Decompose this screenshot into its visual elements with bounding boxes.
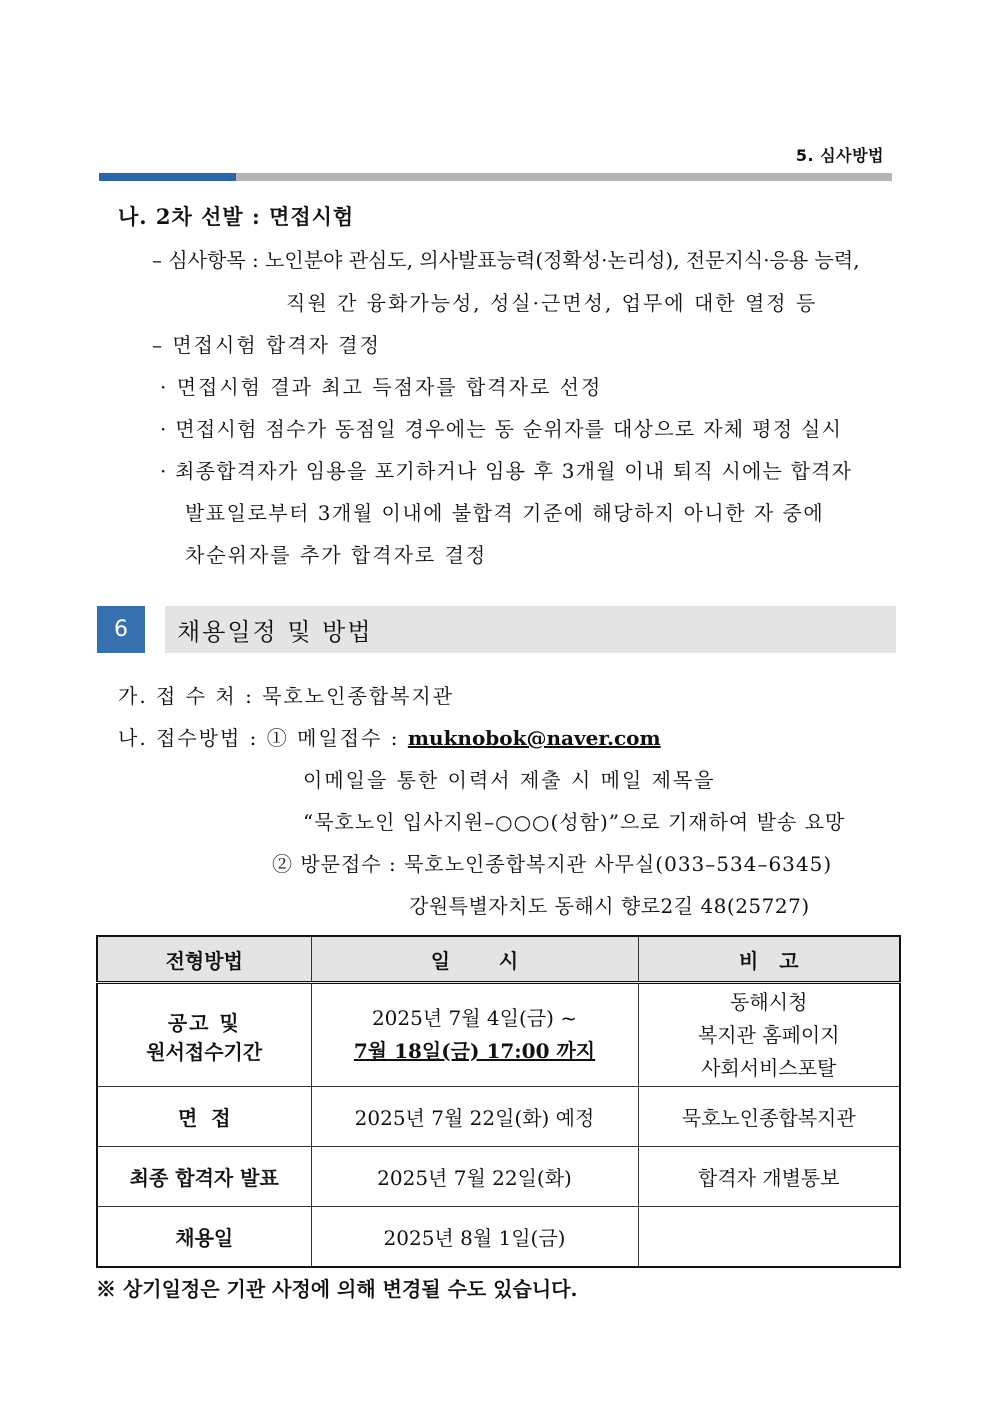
date-line: 2025년 7월 4일(금) ~ <box>371 1006 578 1030</box>
note-line: 복지관 홈페이지 <box>697 1022 840 1047</box>
row-step: 최종 합격자 발표 <box>97 1147 311 1207</box>
header-date: 일 시 <box>311 936 638 983</box>
row-note: 묵호노인종합복지관 <box>638 1087 900 1147</box>
table-row <box>97 983 900 1087</box>
row-step: 면 접 <box>97 1087 311 1147</box>
row-step <box>97 983 311 1087</box>
row-date <box>311 983 638 1087</box>
reception-method <box>118 722 661 751</box>
header-step: 전형방법 <box>97 936 311 983</box>
section-title-bar <box>165 606 896 653</box>
method-label: 나. 접수방법 : ① 메일접수 : <box>118 726 408 750</box>
row-note <box>638 1207 900 1267</box>
criteria-line: – 심사항목 : 노인분야 관심도, 의사발표능력(정확성·논리성), 전문지식·응용 능력, <box>152 248 860 272</box>
criteria-line-cont: 직원 간 융화가능성, 성실·근면성, 업무에 대한 열정 등 <box>286 291 818 315</box>
email-note-2: “묵호노인 입사지원–○○○(성함)”으로 기재하여 발송 요망 <box>303 810 846 834</box>
note-line: 동해시청 <box>730 989 808 1014</box>
header-note: 비 고 <box>638 936 900 983</box>
section-title: 채용일정 및 방법 <box>177 618 373 646</box>
decision-bullet-3: · 최종합격자가 임용을 포기하거나 임용 후 3개월 이내 퇴직 시에는 합격자 <box>160 459 853 483</box>
note-line: 사회서비스포탈 <box>701 1055 837 1080</box>
table-row <box>97 1087 900 1147</box>
header-rule-accent <box>99 173 236 181</box>
visit-reception: ② 방문접수 : 묵호노인종합복지관 사무실(033–534–6345) <box>272 852 833 876</box>
visit-address: 강원특별자치도 동해시 향로2길 48(25727) <box>409 894 810 918</box>
row-date: 2025년 7월 22일(화) 예정 <box>311 1087 638 1147</box>
email-link[interactable]: muknobok@naver.com <box>407 726 661 750</box>
row-note: 합격자 개별통보 <box>638 1147 900 1207</box>
section-number: 6 <box>97 606 145 653</box>
footnote: ※ 상기일정은 기관 사정에 의해 변경될 수도 있습니다. <box>96 1277 578 1301</box>
subheading-interview: 나. 2차 선발 : 면접시험 <box>118 204 355 229</box>
email-note-1: 이메일을 통한 이력서 제출 시 메일 제목을 <box>303 768 716 792</box>
decision-bullet-3-cont-1: 발표일로부터 3개월 이내에 불합격 기준에 해당하지 아니한 자 중에 <box>185 501 825 525</box>
schedule-table <box>96 935 901 1268</box>
decision-bullet-2: · 면접시험 점수가 동점일 경우에는 동 순위자를 대상으로 자체 평정 실시 <box>160 417 843 441</box>
step-line: 원서접수기간 <box>146 1039 263 1064</box>
table-row <box>97 1147 900 1207</box>
decision-bullet-3-cont-2: 차순위자를 추가 합격자로 결정 <box>185 543 488 567</box>
row-step: 채용일 <box>97 1207 311 1267</box>
reception-place: 가. 접 수 처 : 묵호노인종합복지관 <box>118 684 455 708</box>
running-header: 5. 심사방법 <box>795 146 884 165</box>
row-date: 2025년 8월 1일(금) <box>311 1207 638 1267</box>
table-header-row <box>97 936 900 983</box>
row-date: 2025년 7월 22일(화) <box>311 1147 638 1207</box>
decision-heading: – 면접시험 합격자 결정 <box>152 333 381 357</box>
deadline-line: 7월 18일(금) 17:00 까지 <box>353 1039 596 1063</box>
table-row <box>97 1207 900 1267</box>
row-note <box>638 983 900 1087</box>
step-line: 공고 및 <box>167 1010 241 1035</box>
decision-bullet-1: · 면접시험 결과 최고 득점자를 합격자로 선정 <box>160 375 603 399</box>
